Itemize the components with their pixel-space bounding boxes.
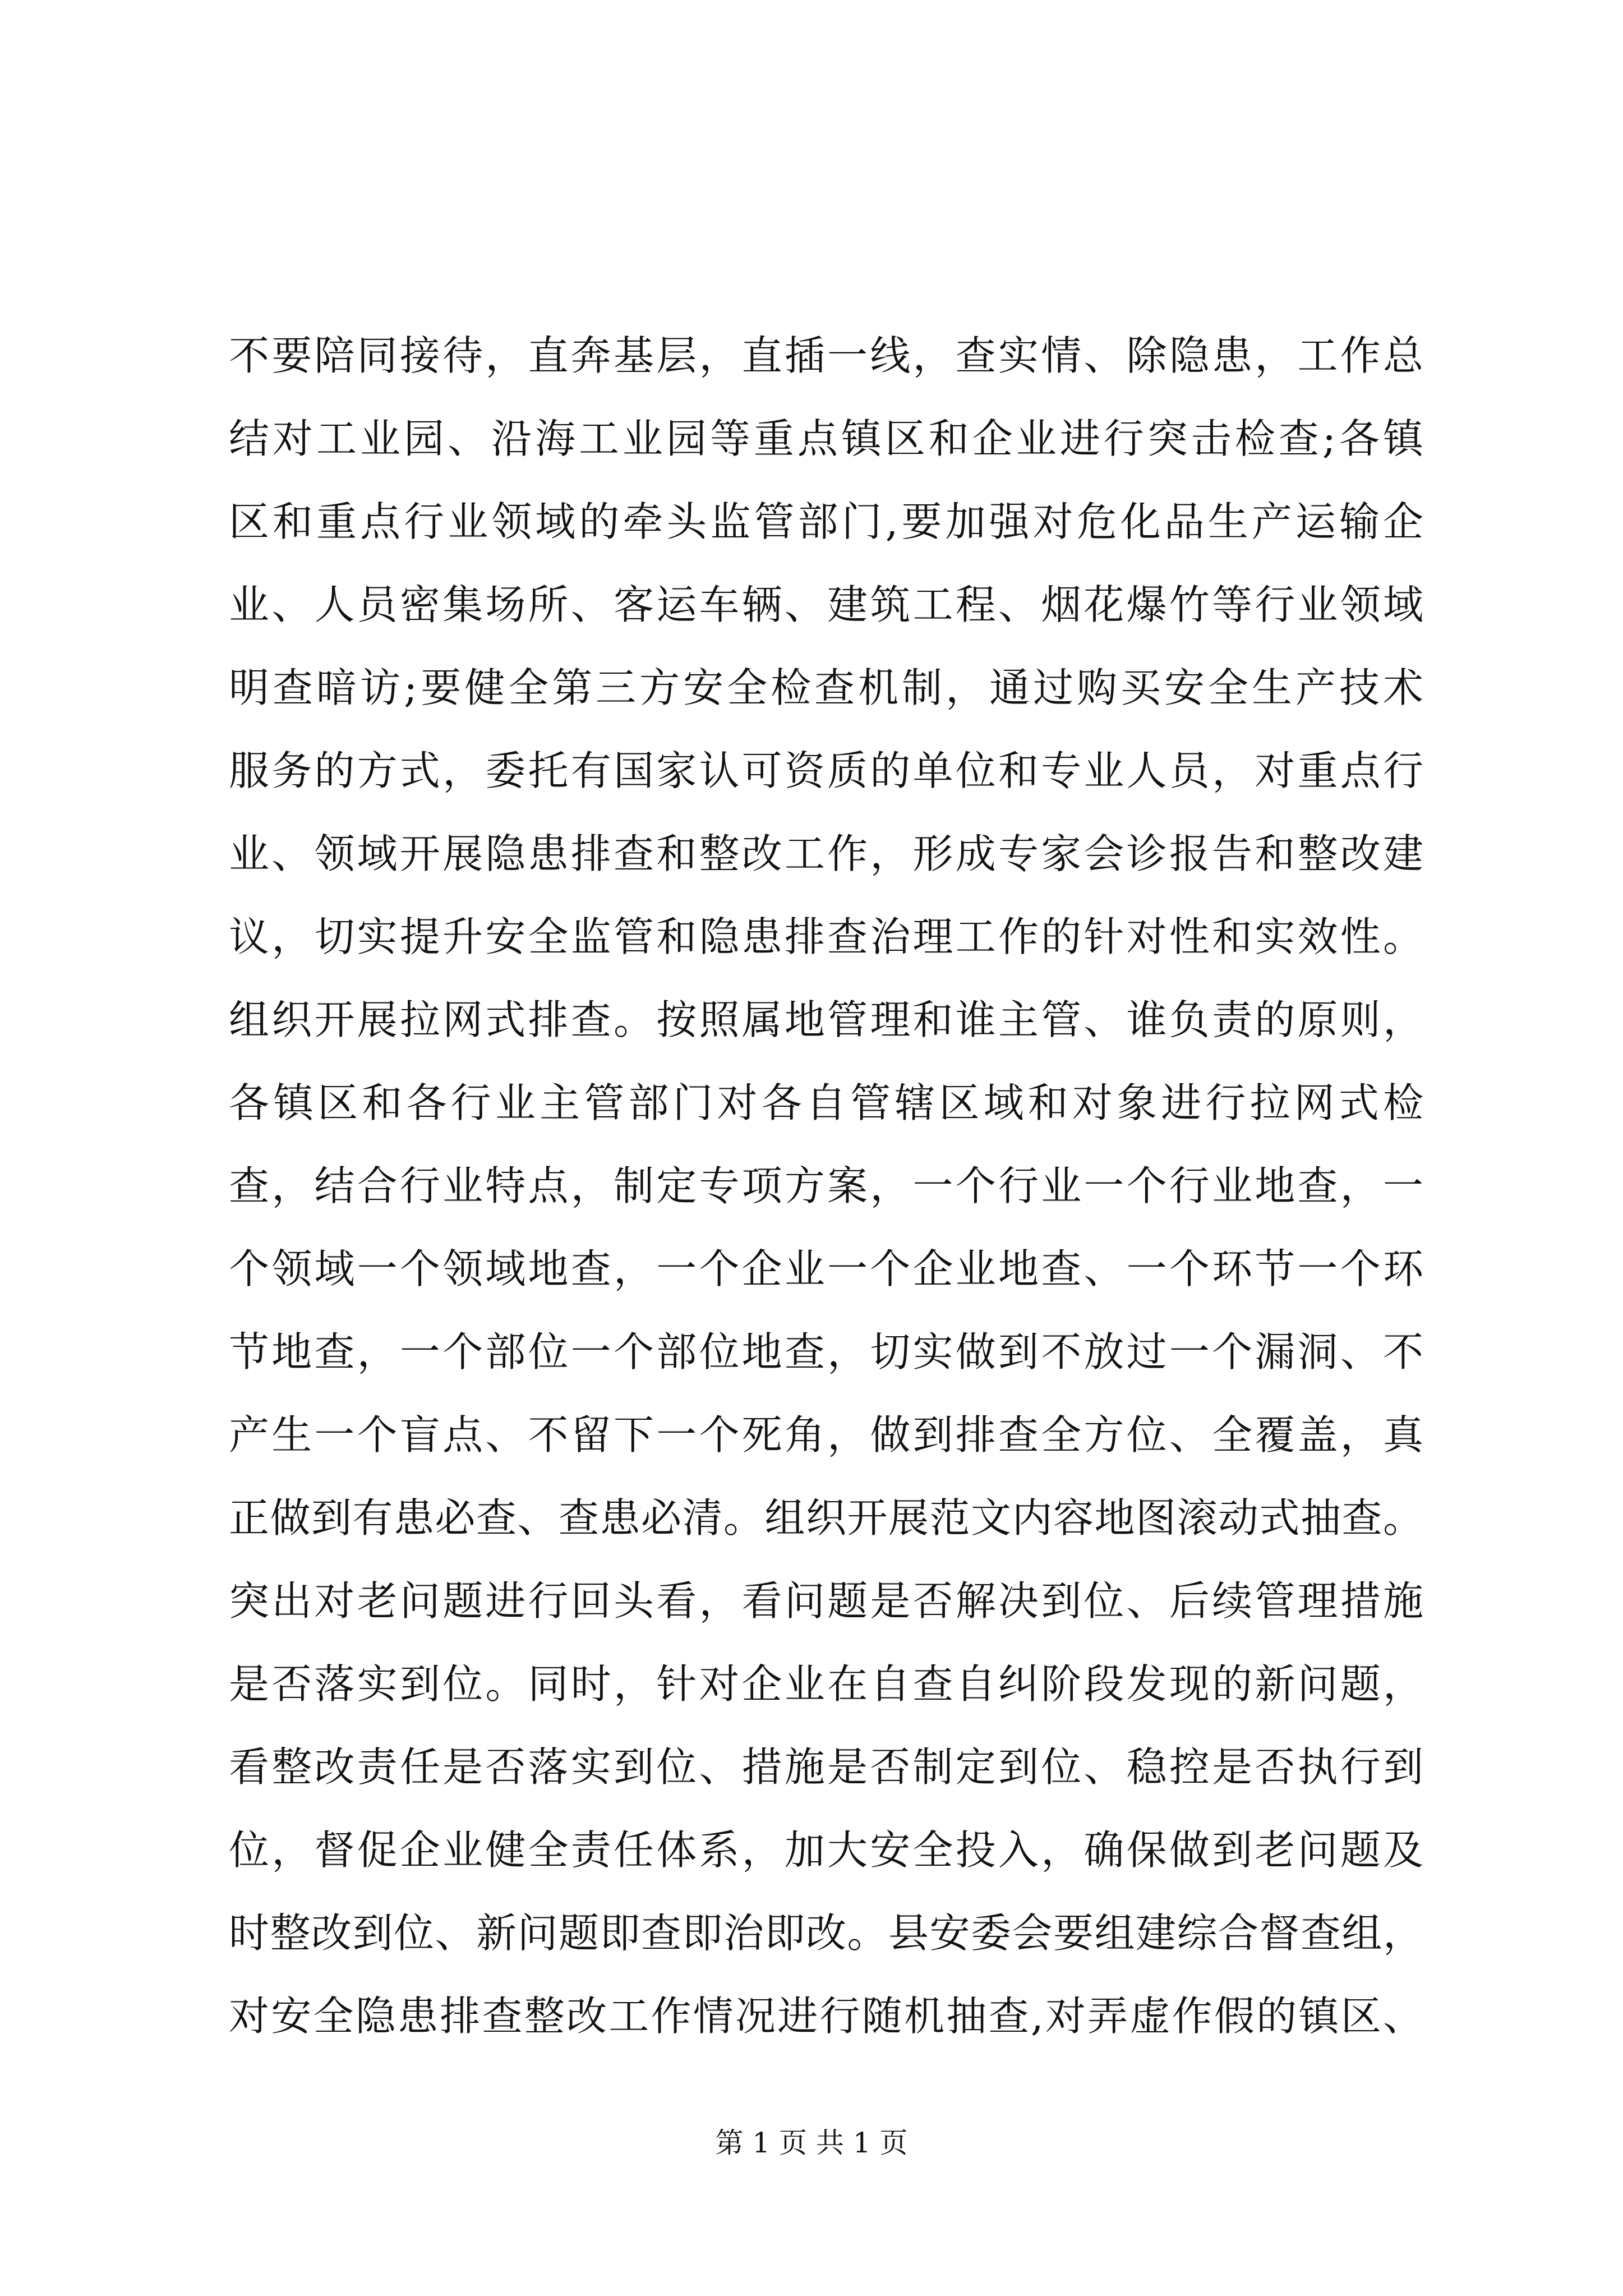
text-line: 位，督促企业健全责任体系，加大安全投入，确保做到老问题及 <box>229 1826 1423 1874</box>
text-line: 不要陪同接待，直奔基层，直插一线，查实情、除隐患，工作总 <box>229 332 1423 379</box>
text-line: 产生一个盲点、不留下一个死角，做到排查全方位、全覆盖，真 <box>229 1411 1423 1458</box>
text-line: 业、领域开展隐患排查和整改工作，形成专家会诊报告和整改建 <box>229 830 1423 877</box>
text-line: 议，切实提升安全监管和隐患排查治理工作的针对性和实效性。 <box>229 913 1423 960</box>
text-line: 结对工业园、沿海工业园等重点镇区和企业进行突击检查;各镇 <box>229 415 1423 462</box>
text-line: 节地查，一个部位一个部位地查，切实做到不放过一个漏洞、不 <box>229 1328 1423 1375</box>
text-line: 区和重点行业领域的牵头监管部门,要加强对危化品生产运输企 <box>229 498 1423 545</box>
page-number-footer: 第 1 页 共 1 页 <box>715 2127 908 2159</box>
text-line: 正做到有患必查、查患必清。组织开展范文内容地图滚动式抽查。 <box>229 1494 1423 1542</box>
text-line: 业、人员密集场所、客运车辆、建筑工程、烟花爆竹等行业领域 <box>229 581 1423 628</box>
text-line: 是否落实到位。同时，针对企业在自查自纠阶段发现的新问题， <box>229 1660 1423 1708</box>
text-line: 查，结合行业特点，制定专项方案，一个行业一个行业地查，一 <box>229 1162 1423 1209</box>
text-line: 明查暗访;要健全第三方安全检查机制，通过购买安全生产技术 <box>229 664 1423 711</box>
text-line: 突出对老问题进行回头看，看问题是否解决到位、后续管理措施 <box>229 1577 1423 1625</box>
text-line: 对安全隐患排查整改工作情况进行随机抽查,对弄虚作假的镇区、 <box>229 1993 1423 2040</box>
text-line: 个领域一个领域地查，一个企业一个企业地查、一个环节一个环 <box>229 1245 1423 1292</box>
text-line: 服务的方式，委托有国家认可资质的单位和专业人员，对重点行 <box>229 747 1423 794</box>
text-line: 看整改责任是否落实到位、措施是否制定到位、稳控是否执行到 <box>229 1743 1423 1791</box>
body-text <box>229 314 1423 2058</box>
text-line: 各镇区和各行业主管部门对各自管辖区域和对象进行拉网式检 <box>229 1079 1423 1126</box>
text-line: 时整改到位、新问题即查即治即改。县安委会要组建综合督查组， <box>229 1910 1423 1957</box>
text-line: 组织开展拉网式排查。按照属地管理和谁主管、谁负责的原则， <box>229 996 1423 1043</box>
